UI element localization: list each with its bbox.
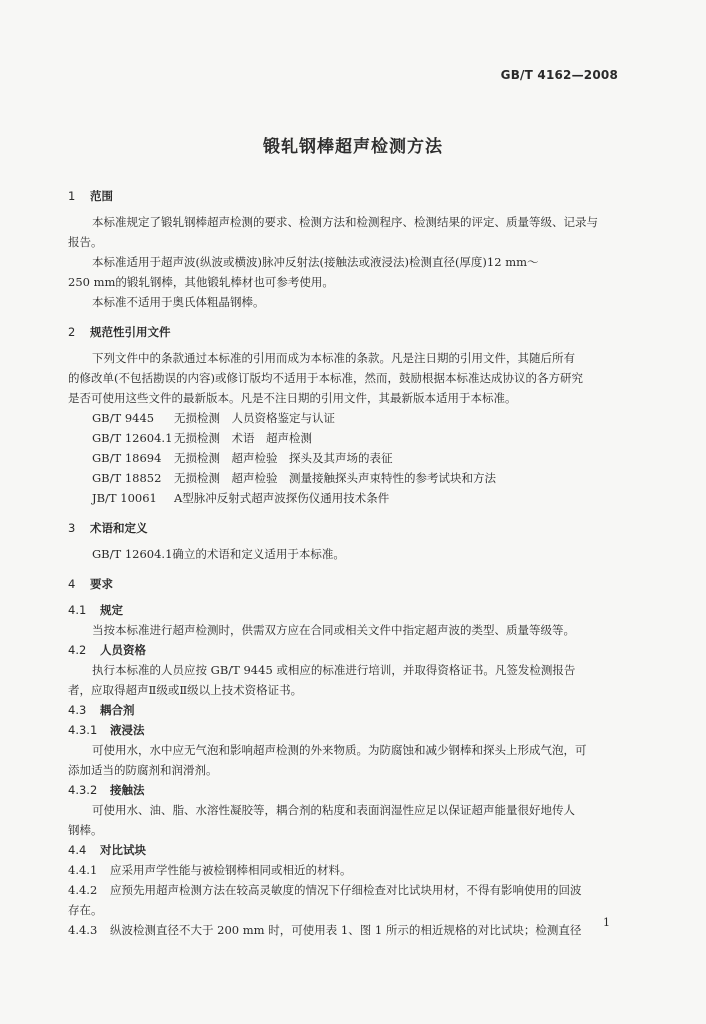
section-2-heading: 2 规范性引用文件 <box>68 325 171 339</box>
reference-item: GB/T 18852 无损检测 超声检验 测量接触探头声束特性的参考试块和方法 <box>92 471 496 485</box>
s2-paragraph-line-2: 的修改单(不包括勘误的内容)或修订版均不适用于本标准，然而，鼓励根据本标准达成协议的各方研究 <box>68 371 583 385</box>
section-4-3-heading: 4.3 耦合剂 <box>68 703 135 717</box>
s4-4-3-item-line-1: 4.4.3 纵波检测直径不大于 200 mm 时，可使用表 1、图 1 所示的相近规格的对比试块；检测直径 <box>68 923 582 937</box>
s3-paragraph: GB/T 12604.1确立的术语和定义适用于本标准。 <box>92 547 345 561</box>
document-title: 锻轧钢棒超声检测方法 <box>263 137 443 157</box>
s4-4-2-item-line-1: 4.4.2 应预先用超声检测方法在较高灵敏度的情况下仔细检查对比试块用材，不得有影响使用的回波 <box>68 883 582 897</box>
section-4-3-1-heading: 4.3.1 液浸法 <box>68 723 145 737</box>
section-4-2-heading: 4.2 人员资格 <box>68 643 146 657</box>
s1-paragraph-1-line-2: 报告。 <box>68 235 103 249</box>
section-4-heading: 4 要求 <box>68 577 113 591</box>
s4-2-paragraph-line-1: 执行本标准的人员应按 GB/T 9445 或相应的标准进行培训，并取得资格证书。凡签发检测报告 <box>92 663 576 677</box>
s4-3-2-paragraph-line-2: 钢棒。 <box>68 823 103 837</box>
reference-item: GB/T 18694 无损检测 超声检验 探头及其声场的表征 <box>92 451 393 465</box>
s4-3-1-paragraph-line-1: 可使用水，水中应无气泡和影响超声检测的外来物质。为防腐蚀和减少钢棒和探头上形成气泡，可 <box>92 743 587 757</box>
s1-paragraph-3: 本标准不适用于奥氏体粗晶钢棒。 <box>92 295 265 309</box>
standard-code: GB/T 4162—2008 <box>500 68 618 82</box>
reference-item: JB/T 10061 A型脉冲反射式超声波探伤仪通用技术条件 <box>92 491 390 505</box>
s4-3-2-paragraph-line-1: 可使用水、油、脂、水溶性凝胶等，耦合剂的粘度和表面润湿性应足以保证超声能量很好地传人 <box>92 803 575 817</box>
s4-1-paragraph: 当按本标准进行超声检测时，供需双方应在合同或相关文件中指定超声波的类型、质量等级等。 <box>92 623 575 637</box>
s1-paragraph-2-line-1: 本标准适用于超声波(纵波或横波)脉冲反射法(接触法或液浸法)检测直径(厚度)12 mm～ <box>92 255 539 269</box>
section-4-1-heading: 4.1 规定 <box>68 603 123 617</box>
section-4-3-2-heading: 4.3.2 接触法 <box>68 783 145 797</box>
reference-item: GB/T 12604.1 无损检测 术语 超声检测 <box>92 431 312 445</box>
document-body <box>68 186 620 940</box>
s4-3-1-paragraph-line-2: 添加适当的防腐剂和润滑剂。 <box>68 763 218 777</box>
s4-4-2-item-line-2: 存在。 <box>68 903 103 917</box>
page-number: 1 <box>603 916 610 929</box>
section-3-heading: 3 术语和定义 <box>68 521 148 535</box>
s1-paragraph-1-line-1: 本标准规定了锻轧钢棒超声检测的要求、检测方法和检测程序、检测结果的评定、质量等级、记录与 <box>92 215 598 229</box>
s4-2-paragraph-line-2: 者，应取得超声Ⅱ级或Ⅱ级以上技术资格证书。 <box>68 683 303 697</box>
s1-paragraph-2-line-2: 250 mm的锻轧钢棒，其他锻轧棒材也可参考使用。 <box>68 275 334 289</box>
s2-paragraph-line-3: 是否可使用这些文件的最新版本。凡是不注日期的引用文件，其最新版本适用于本标准。 <box>68 391 517 405</box>
s4-4-1-item: 4.4.1 应采用声学性能与被检钢棒相同或相近的材料。 <box>68 863 352 877</box>
section-1-heading: 1 范围 <box>68 189 113 203</box>
reference-item: GB/T 9445 无损检测 人员资格鉴定与认证 <box>92 411 335 425</box>
s2-paragraph-line-1: 下列文件中的条款通过本标准的引用而成为本标准的条款。凡是注日期的引用文件，其随后所有 <box>92 351 575 365</box>
section-4-4-heading: 4.4 对比试块 <box>68 843 146 857</box>
